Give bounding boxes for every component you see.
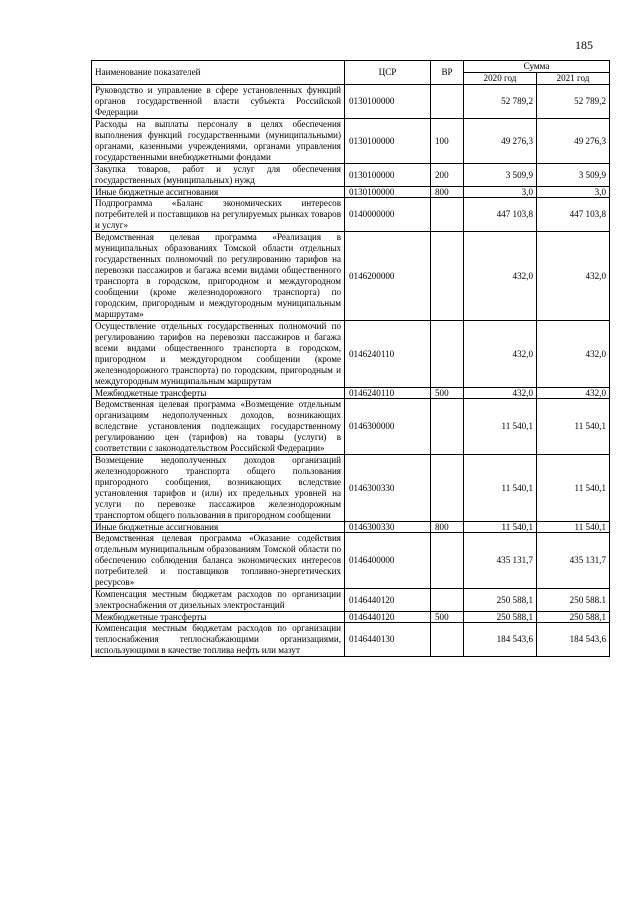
row-2020: 11 540,1 (464, 522, 537, 533)
row-vr (431, 399, 464, 455)
row-2020: 435 131,7 (464, 533, 537, 589)
table-body (92, 85, 610, 657)
row-2021: 432,0 (537, 321, 610, 388)
row-2020: 11 540,1 (464, 399, 537, 455)
row-vr (431, 623, 464, 657)
row-vr: 100 (431, 119, 464, 164)
row-2021: 11 540,1 (537, 399, 610, 455)
table-row (92, 399, 610, 455)
row-csr: 0146300330 (345, 522, 431, 533)
table-row (92, 522, 610, 533)
row-2021: 52 789,2 (537, 85, 610, 119)
row-2020: 52 789,2 (464, 85, 537, 119)
table-row (92, 612, 610, 623)
row-name: Ведомственная целевая программа «Оказание содействия отдельным муниципальным образованиям Томской области по обеспечению соблюдения баланса экономических интересов потребителей и поставщиков топливно-энергетических ресурсов» (92, 533, 345, 589)
row-vr (431, 455, 464, 522)
row-name: Руководство и управление в сфере установленных функций органов государственной власти субъекта Российской Федерации (92, 85, 345, 119)
header-name: Наименование показателей (92, 61, 345, 85)
row-2021: 49 276,3 (537, 119, 610, 164)
row-csr: 0146440120 (345, 612, 431, 623)
row-2020: 3 509,9 (464, 164, 537, 187)
budget-table (91, 60, 610, 657)
row-name: Возмещение недополученных доходов организаций железнодорожного транспорта общего пользования пригородного сообщения, возникающих вследствие установления тарифов и (или) их предельных уровней на услуги по перевозке пассажиров железнодорожным транспортом общего пользования в пригородном сообщении (92, 455, 345, 522)
row-csr: 0146440120 (345, 589, 431, 612)
row-name: Иные бюджетные ассигнования (92, 522, 345, 533)
row-vr (431, 85, 464, 119)
row-2021: 432,0 (537, 388, 610, 399)
table-row (92, 589, 610, 612)
row-2020: 432,0 (464, 388, 537, 399)
row-2021: 447 103,8 (537, 198, 610, 232)
row-2021: 250 588.1 (537, 589, 610, 612)
header-vr: ВР (431, 61, 464, 85)
header-sum: Сумма (464, 61, 610, 73)
row-name: Иные бюджетные ассигнования (92, 187, 345, 198)
table-row (92, 321, 610, 388)
row-name: Ведомственная целевая программа «Возмещение отдельным организациям недополученных доходов, возникающих вследствие установления подлежащих государственному регулированию цен (тарифов) на товары (услуги) в соответствии с законодательством Российской Федерации» (92, 399, 345, 455)
row-csr: 0146300330 (345, 455, 431, 522)
row-2021: 3,0 (537, 187, 610, 198)
row-name: Компенсация местным бюджетам расходов по организации теплоснабжения теплоснабжающими организациями, использующими в качестве топлива нефть или мазут (92, 623, 345, 657)
row-vr (431, 198, 464, 232)
row-2021: 11 540,1 (537, 522, 610, 533)
table-row (92, 187, 610, 198)
row-csr: 0146240110 (345, 388, 431, 399)
row-2020: 11 540,1 (464, 455, 537, 522)
row-name: Межбюджетные трансферты (92, 388, 345, 399)
row-name: Закупка товаров, работ и услуг для обеспечения государственных (муниципальных) нужд (92, 164, 345, 187)
row-2021: 184 543,6 (537, 623, 610, 657)
row-2020: 250 588,1 (464, 612, 537, 623)
row-2021: 3 509,9 (537, 164, 610, 187)
row-vr: 800 (431, 187, 464, 198)
row-2021: 432,0 (537, 232, 610, 321)
table-row (92, 388, 610, 399)
table-row (92, 533, 610, 589)
row-csr: 0130100000 (345, 164, 431, 187)
header-2021: 2021 год (537, 73, 610, 85)
row-2020: 250 588,1 (464, 589, 537, 612)
row-2020: 432,0 (464, 232, 537, 321)
row-vr: 500 (431, 612, 464, 623)
row-2020: 184 543,6 (464, 623, 537, 657)
table-row (92, 164, 610, 187)
row-vr: 500 (431, 388, 464, 399)
row-csr: 0130100000 (345, 187, 431, 198)
row-csr: 0146440130 (345, 623, 431, 657)
header-2020: 2020 год (464, 73, 537, 85)
row-vr (431, 533, 464, 589)
row-vr (431, 589, 464, 612)
row-name: Подпрограмма «Баланс экономических интересов потребителей и поставщиков на регулируемых рынках товаров и услуг» (92, 198, 345, 232)
row-vr: 800 (431, 522, 464, 533)
row-csr: 0130100000 (345, 85, 431, 119)
row-vr (431, 321, 464, 388)
row-name: Расходы на выплаты персоналу в целях обеспечения выполнения функций государственными (муниципальными) органами, казенными учреждениями, органами управления государственными внебюджетными фондами (92, 119, 345, 164)
row-csr: 0146240110 (345, 321, 431, 388)
table-row (92, 455, 610, 522)
row-csr: 0146400000 (345, 533, 431, 589)
row-name: Ведомственная целевая программа «Реализация в муниципальных образованиях Томской области отдельных государственных полномочий по регулированию тарифов на перевозки пассажиров и багажа всеми видами общественного транспорта в городском, пригородном и междугородном сообщении (кроме железнодорожного транспорта) по городским, пригородным и междугородным муниципальным маршрутам» (92, 232, 345, 321)
row-2020: 447 103,8 (464, 198, 537, 232)
row-vr (431, 232, 464, 321)
row-csr: 0146300000 (345, 399, 431, 455)
table-row (92, 119, 610, 164)
table-row (92, 85, 610, 119)
table-row (92, 232, 610, 321)
row-2020: 3,0 (464, 187, 537, 198)
header-csr: ЦСР (345, 61, 431, 85)
row-2021: 435 131,7 (537, 533, 610, 589)
row-2021: 11 540,1 (537, 455, 610, 522)
row-csr: 0130100000 (345, 119, 431, 164)
row-name: Компенсация местным бюджетам расходов по организации электроснабжения от дизельных электростанций (92, 589, 345, 612)
row-name: Осуществление отдельных государственных полномочий по регулированию тарифов на перевозки пассажиров и багажа всеми видами общественного транспорта в городском, пригородном и междугородном сообщении (кроме железнодорожного транспорта) по городским, пригородным и междугородным муниципальным маршрутам (92, 321, 345, 388)
row-name: Межбюджетные трансферты (92, 612, 345, 623)
row-vr: 200 (431, 164, 464, 187)
row-2021: 250 588,1 (537, 612, 610, 623)
table-row (92, 198, 610, 232)
page-number: 185 (575, 38, 593, 52)
row-csr: 0140000000 (345, 198, 431, 232)
row-2020: 49 276,3 (464, 119, 537, 164)
row-csr: 0146200000 (345, 232, 431, 321)
row-2020: 432,0 (464, 321, 537, 388)
table-row (92, 623, 610, 657)
